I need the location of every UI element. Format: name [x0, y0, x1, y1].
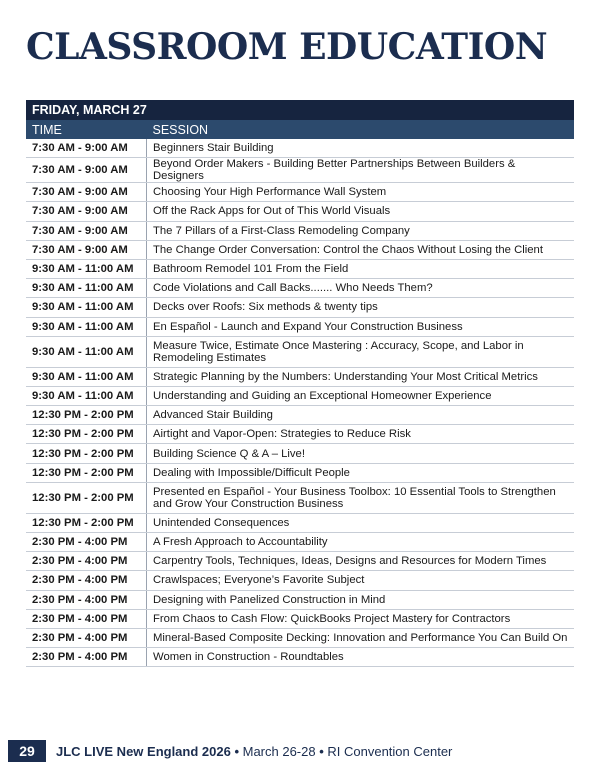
session-title: From Chaos to Cash Flow: QuickBooks Project Mastery for Contractors	[147, 609, 575, 628]
separator-2: •	[315, 743, 328, 759]
table-row	[26, 425, 574, 444]
session-title: The 7 Pillars of a First-Class Remodeling Company	[147, 221, 575, 240]
page-title: CLASSROOM EDUCATION	[26, 26, 548, 68]
table-row	[26, 386, 574, 405]
session-time: 7:30 AM - 9:00 AM	[26, 183, 147, 202]
session-time: 12:30 PM - 2:00 PM	[26, 444, 147, 463]
session-title: Understanding and Guiding an Exceptional Homeowner Experience	[147, 386, 575, 405]
session-title: Crawlspaces; Everyone’s Favorite Subject	[147, 571, 575, 590]
table-row	[26, 444, 574, 463]
session-time: 7:30 AM - 9:00 AM	[26, 158, 147, 183]
session-time: 9:30 AM - 11:00 AM	[26, 317, 147, 336]
table-row	[26, 367, 574, 386]
session-time: 9:30 AM - 11:00 AM	[26, 367, 147, 386]
event-name: JLC LIVE New England 2026	[56, 743, 231, 759]
table-row	[26, 202, 574, 221]
table-row	[26, 513, 574, 532]
table-row	[26, 158, 574, 183]
table-row	[26, 533, 574, 552]
session-time: 2:30 PM - 4:00 PM	[26, 590, 147, 609]
session-time: 9:30 AM - 11:00 AM	[26, 279, 147, 298]
session-title: Women in Construction - Roundtables	[147, 648, 575, 667]
session-time: 2:30 PM - 4:00 PM	[26, 609, 147, 628]
session-time: 2:30 PM - 4:00 PM	[26, 648, 147, 667]
session-time: 9:30 AM - 11:00 AM	[26, 298, 147, 317]
table-row	[26, 571, 574, 590]
session-title: Bathroom Remodel 101 From the Field	[147, 259, 575, 278]
session-title: Carpentry Tools, Techniques, Ideas, Designs and Resources for Modern Times	[147, 552, 575, 571]
session-time: 12:30 PM - 2:00 PM	[26, 482, 147, 513]
time-column-header: TIME	[26, 120, 147, 139]
session-title: Building Science Q & A – Live!	[147, 444, 575, 463]
schedule-table	[26, 100, 574, 667]
session-title: Mineral-Based Composite Decking: Innovation and Performance You Can Build On	[147, 628, 575, 647]
session-title: Advanced Stair Building	[147, 406, 575, 425]
session-title: Beginners Stair Building	[147, 139, 575, 158]
session-time: 12:30 PM - 2:00 PM	[26, 463, 147, 482]
session-title: Code Violations and Call Backs....... Who Needs Them?	[147, 279, 575, 298]
table-row	[26, 336, 574, 367]
session-time: 7:30 AM - 9:00 AM	[26, 139, 147, 158]
session-title: A Fresh Approach to Accountability	[147, 533, 575, 552]
table-row	[26, 482, 574, 513]
session-title: Airtight and Vapor-Open: Strategies to Reduce Risk	[147, 425, 575, 444]
session-time: 12:30 PM - 2:00 PM	[26, 406, 147, 425]
session-time: 12:30 PM - 2:00 PM	[26, 513, 147, 532]
table-row	[26, 183, 574, 202]
session-title: Choosing Your High Performance Wall System	[147, 183, 575, 202]
session-title: Off the Rack Apps for Out of This World Visuals	[147, 202, 575, 221]
session-time: 7:30 AM - 9:00 AM	[26, 202, 147, 221]
table-row	[26, 139, 574, 158]
session-title: En Español - Launch and Expand Your Construction Business	[147, 317, 575, 336]
session-title: The Change Order Conversation: Control the Chaos Without Losing the Client	[147, 240, 575, 259]
table-row	[26, 590, 574, 609]
session-time: 9:30 AM - 11:00 AM	[26, 386, 147, 405]
table-row	[26, 406, 574, 425]
session-title: Designing with Panelized Construction in Mind	[147, 590, 575, 609]
session-time: 7:30 AM - 9:00 AM	[26, 221, 147, 240]
table-row	[26, 628, 574, 647]
session-time: 12:30 PM - 2:00 PM	[26, 425, 147, 444]
event-dates: March 26-28	[242, 743, 316, 759]
session-time: 2:30 PM - 4:00 PM	[26, 628, 147, 647]
session-time: 2:30 PM - 4:00 PM	[26, 533, 147, 552]
session-column-header: SESSION	[147, 120, 575, 139]
session-title: Strategic Planning by the Numbers: Understanding Your Most Critical Metrics	[147, 367, 575, 386]
day-label: FRIDAY, MARCH 27	[26, 100, 574, 120]
session-title: Measure Twice, Estimate Once Mastering : Accuracy, Scope, and Labor in Remodeling Estimates	[147, 336, 575, 367]
column-header-row	[26, 120, 574, 139]
schedule-rows	[26, 139, 574, 667]
session-time: 7:30 AM - 9:00 AM	[26, 240, 147, 259]
session-time: 9:30 AM - 11:00 AM	[26, 336, 147, 367]
table-row	[26, 317, 574, 336]
footer-event-info	[56, 744, 452, 759]
page-number: 29	[8, 740, 46, 762]
table-row	[26, 240, 574, 259]
page-footer	[0, 740, 600, 762]
table-row	[26, 609, 574, 628]
table-row	[26, 463, 574, 482]
session-time: 2:30 PM - 4:00 PM	[26, 552, 147, 571]
table-row	[26, 552, 574, 571]
separator-1: •	[230, 743, 243, 759]
session-time: 2:30 PM - 4:00 PM	[26, 571, 147, 590]
session-title: Unintended Consequences	[147, 513, 575, 532]
table-row	[26, 648, 574, 667]
table-row	[26, 298, 574, 317]
session-title: Dealing with Impossible/Difficult People	[147, 463, 575, 482]
event-venue: RI Convention Center	[327, 743, 453, 759]
day-header-row	[26, 100, 574, 120]
session-title: Decks over Roofs: Six methods & twenty tips	[147, 298, 575, 317]
session-title: Beyond Order Makers - Building Better Partnerships Between Builders & Designers	[147, 158, 575, 183]
table-row	[26, 221, 574, 240]
session-title: Presented en Español - Your Business Toolbox: 10 Essential Tools to Strengthen and Grow Your Construction Business	[147, 482, 575, 513]
table-row	[26, 279, 574, 298]
table-row	[26, 259, 574, 278]
session-time: 9:30 AM - 11:00 AM	[26, 259, 147, 278]
